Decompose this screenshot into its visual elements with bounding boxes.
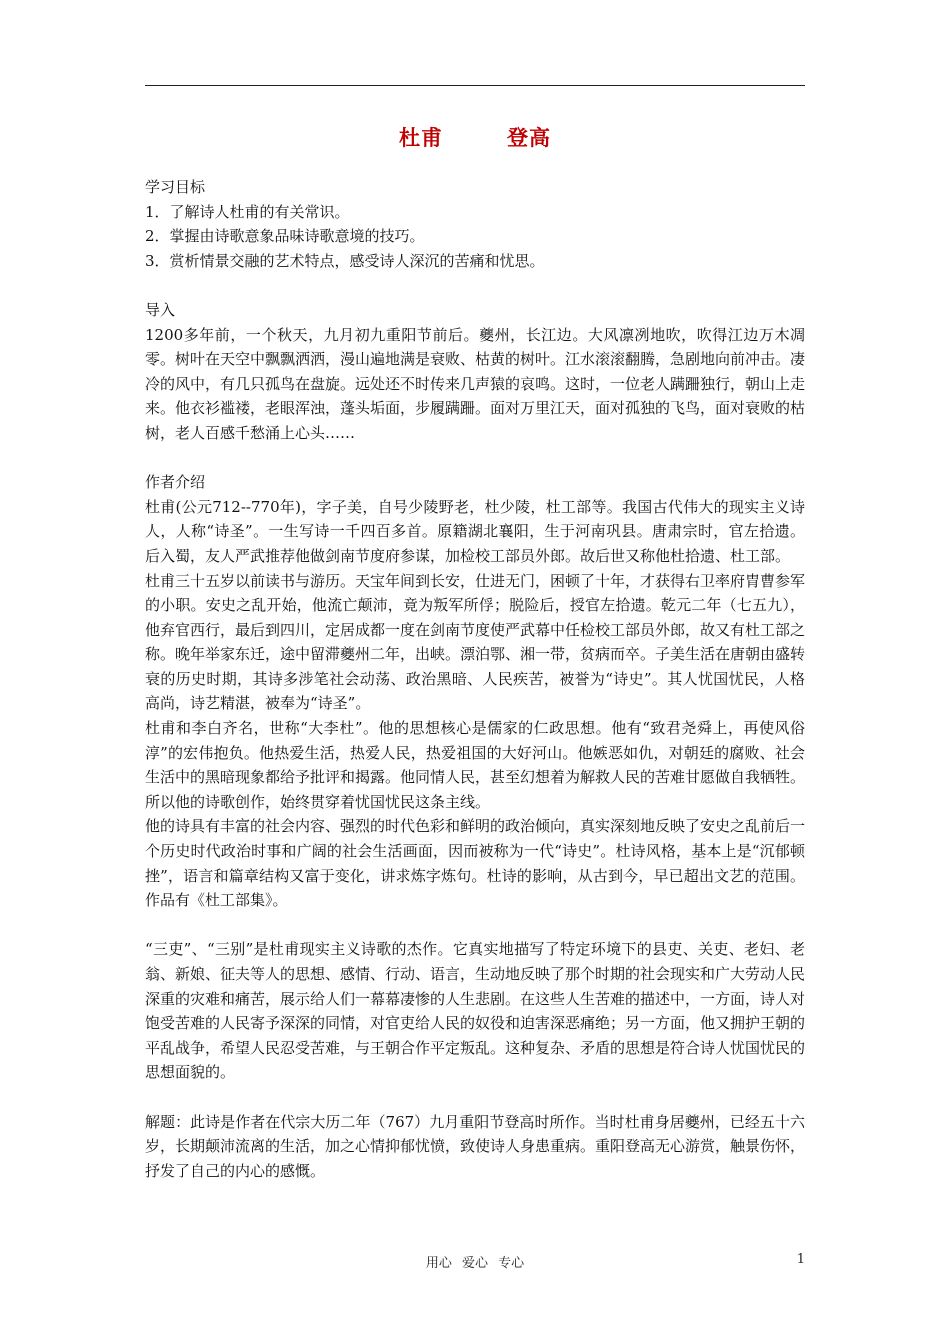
- objective-item-3: 3．赏析情景交融的艺术特点，感受诗人深沉的苦痛和忧思。: [145, 251, 545, 270]
- author-intro-paragraph-2: 杜甫三十五岁以前读书与游历。天宝年间到长安，仕进无门，困顿了十年，才获得右卫率府胄曹参军的小职。安史之乱开始，他流亡颠沛，竟为叛军所俘；脱险后，授官左拾遗。乾元二年（七五九），他弃官西行，最后到四川，定居成都一度在剑南节度使严武幕中任检校工部员外郎，故又有杜工部之称。晚年举家东迁，途中留滞夔州二年，出峡。漂泊鄂、湘一带，贫病而卒。子美生活在唐朝由盛转衰的历史时期，其诗多涉笔社会动荡、政治黑暗、人民疾苦，被誉为“诗史”。其人忧国忧民，人格高尚，诗艺精湛，被奉为“诗圣”。: [145, 571, 806, 713]
- author-intro-paragraph-1: 杜甫(公元712--770年)，字子美，自号少陵野老，杜少陵，杜工部等。我国古代伟大的现实主义诗人，人称“诗圣”。一生写诗一千四百多首。原籍湖北襄阳，生于河南巩县。唐肃宗时，官左拾遗。后入蜀，友人严武推荐他做剑南节度府参谋，加检校工部员外郎。故后世又称他杜拾遗、杜工部。: [145, 497, 805, 565]
- footer-motto: 用心 爱心 专心: [425, 1256, 525, 1271]
- author-intro-paragraph-4: 他的诗具有丰富的社会内容、强烈的时代色彩和鲜明的政治倾向，真实深刻地反映了安史之乱前后一个历史时代政治时事和广阔的社会生活画面，因而被称为一代“诗史”。杜诗风格，基本上是“沉郁顿挫”，语言和篇章结构又富于变化，讲求炼字炼句。杜诗的影响，从古到今，早已超出文艺的范围。作品有《杜工部集》。: [145, 817, 806, 910]
- title-poem: 登高: [507, 125, 551, 150]
- document-body: [145, 175, 805, 1183]
- intro-paragraph: 1200多年前，一个秋天，九月初九重阳节前后。夔州，长江边。大风凛冽地吹，吹得江边万木凋零。树叶在天空中飘飘洒洒，漫山遍地满是衰败、枯黄的树叶。江水滚滚翻腾，急剧地向前冲击。凄冷的风中，有几只孤鸟在盘旋。远处还不时传来几声猿的哀鸣。这时，一位老人蹒跚独行，朝山上走来。他衣衫褴褛，老眼浑浊，蓬头垢面，步履蹒跚。面对万里江天，面对孤独的飞鸟，面对衰败的枯树，老人百感千愁涌上心头……: [145, 325, 806, 442]
- spacer: [145, 446, 805, 471]
- header-rule: [145, 85, 805, 86]
- spacer: [145, 913, 805, 938]
- page-number: 1: [796, 1252, 805, 1267]
- spacer: [145, 1085, 805, 1110]
- objectives-heading: 学习目标: [145, 178, 206, 196]
- objective-item-2: 2．掌握由诗歌意象品味诗歌意境的技巧。: [145, 227, 425, 246]
- author-intro-paragraph-3: 杜甫和李白齐名，世称“大李杜”。他的思想核心是儒家的仁政思想。他有“致君尧舜上，再使风俗淳”的宏伟抱负。他热爱生活，热爱人民，热爱祖国的大好河山。他嫉恶如仇，对朝廷的腐败、社会生活中的黑暗现象都给予批评和揭露。他同情人民，甚至幻想着为解救人民的苦难甘愿做自我牺牲。所以他的诗歌创作，始终贯穿着忧国忧民这条主线。: [145, 719, 806, 811]
- jieti-paragraph: 解题：此诗是作者在代宗大历二年（767）九月重阳节登高时所作。当时杜甫身居夔州，已经五十六岁，长期颠沛流离的生活，加之心情抑郁忧愤，致使诗人身患重病。重阳登高无心游赏，触景伤怀，抒发了自己的内心的感慨。: [145, 1112, 806, 1180]
- document-title: [145, 122, 805, 152]
- author-intro-heading: 作者介绍: [145, 473, 206, 492]
- objective-item-1: 1．了解诗人杜甫的有关常识。: [145, 202, 350, 221]
- spacer: [145, 273, 805, 298]
- title-author: 杜甫: [399, 125, 443, 150]
- intro-heading: 导入: [145, 300, 176, 319]
- sanli-sanbie-paragraph: “三吏”、“三别”是杜甫现实主义诗歌的杰作。它真实地描写了特定环境下的县吏、关吏、老妇、老翁、新娘、征夫等人的思想、感情、行动、语言，生动地反映了那个时期的社会现实和广大劳动人民深重的灾难和痛苦，展示给人们一幕幕凄惨的人生悲剧。在这些人生苦难的描述中，一方面，诗人对饱受苦难的人民寄予深深的同情，对官吏给人民的奴役和迫害深恶痛绝；另一方面，他又拥护王朝的平乱战争，希望人民忍受苦难，与王朝合作平定叛乱。这种复杂、矛盾的思想是符合诗人忧国忧民的思想面貌的。: [145, 940, 806, 1082]
